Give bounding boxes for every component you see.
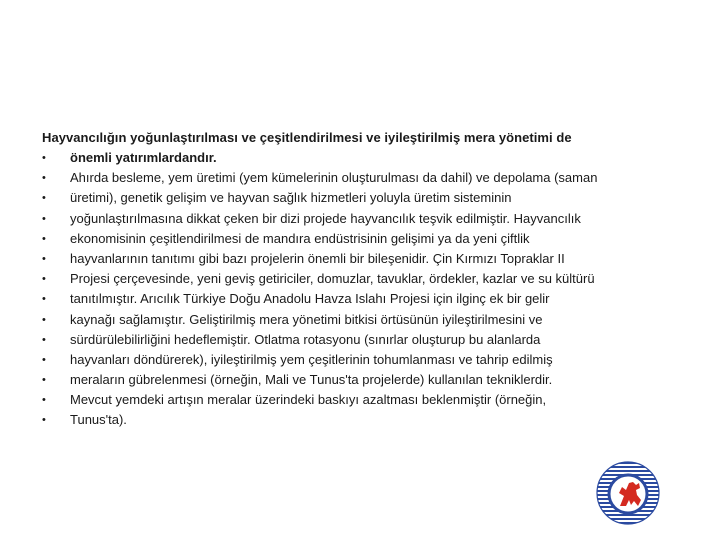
bullet-line-text: Ahırda besleme, yem üretimi (yem kümelerinin oluşturulması da dahil) ve depolama (saman — [70, 170, 598, 186]
bullet-line-text: ekonomisinin çeşitlendirilmesi de mandıra endüstrisinin gelişimi ya da yeni çiftlik — [70, 230, 530, 246]
bullet-marker: • — [42, 313, 46, 326]
bullet-line — [42, 390, 682, 410]
bullet-line — [42, 350, 682, 370]
bullet-line-text: hayvanlarının tanıtımı gibi bazı projelerin önemli bir bileşenidir. Çin Kırmızı Topraklar II — [70, 250, 565, 266]
bullet-line — [42, 269, 682, 289]
bullet-list — [42, 148, 682, 431]
bullet-line-text: önemli yatırımlardandır. — [70, 150, 217, 165]
bullet-line — [42, 370, 682, 390]
body-first-line: Hayvancılığın yoğunlaştırılması ve çeşitlendirilmesi ve iyileştirilmiş mera yönetimi de — [42, 130, 572, 145]
bullet-line-text: tanıtılmıştır. Arıcılık Türkiye Doğu Anadolu Havza Islahı Projesi için ilginç ek bir gelir — [70, 291, 550, 307]
bullet-line — [42, 330, 682, 350]
bullet-marker: • — [42, 252, 46, 265]
bullet-marker: • — [42, 293, 46, 306]
emblem-stripe — [595, 466, 661, 468]
bullet-marker: • — [42, 192, 46, 205]
bullet-line-text: kaynağı sağlamıştır. Geliştirilmiş mera yönetimi bitkisi örtüsünün iyileştirilmesini ve — [70, 311, 543, 327]
emblem-stripe — [595, 518, 661, 520]
bullet-line-text: sürdürülebilirliğini hedeflemiştir. Otlatma rotasyonu (sınırlar oluşturup bu alanlarda — [70, 331, 541, 347]
bullet-line-text: meraların gübrelenmesi (örneğin, Mali ve Tunus'ta projelerde) kullanılan tekniklerdir. — [70, 372, 553, 388]
bullet-line — [42, 229, 682, 249]
bullet-marker: • — [42, 172, 46, 185]
bullet-marker: • — [42, 273, 46, 286]
bullet-marker: • — [42, 212, 46, 225]
bullet-marker: • — [42, 353, 46, 366]
bullet-marker: • — [42, 152, 46, 164]
bullet-marker: • — [42, 333, 46, 346]
bullet-line — [42, 310, 682, 330]
bullet-marker: • — [42, 232, 46, 245]
bullet-line — [42, 289, 682, 309]
bullet-line-text: Projesi çerçevesinde, yeni geviş getiriciler, domuzlar, tavuklar, ördekler, kazlar ve su kültürü — [70, 271, 595, 287]
bullet-marker: • — [42, 374, 46, 387]
bullet-line — [42, 148, 682, 168]
bullet-line-text: üretimi), genetik gelişim ve hayvan sağlık hizmetleri yoluyla üretim sisteminin — [70, 190, 512, 206]
bullet-line-text: Tunus'ta). — [70, 412, 127, 428]
bullet-marker: • — [42, 394, 46, 407]
slide-body — [42, 128, 682, 431]
bullet-marker: • — [42, 414, 46, 427]
bullet-line-text: hayvanları döndürerek), iyileştirilmiş yem çeşitlerinin tohumlanması ve tahrip edilmiş — [70, 351, 553, 367]
bullet-line-text: yoğunlaştırılmasına dikkat çeken bir dizi projede hayvancılık teşvik edilmiştir. Hayvancılık — [70, 210, 581, 226]
bullet-line — [42, 168, 682, 188]
bullet-line — [42, 249, 682, 269]
bullet-line — [42, 410, 682, 430]
bullet-line — [42, 209, 682, 229]
bullet-line-text: Mevcut yemdeki artışın meralar üzerindeki baskıyı azaltması beklenmiştir (örneğin, — [70, 392, 547, 408]
university-emblem-icon — [595, 460, 661, 526]
bullet-line — [42, 188, 682, 208]
